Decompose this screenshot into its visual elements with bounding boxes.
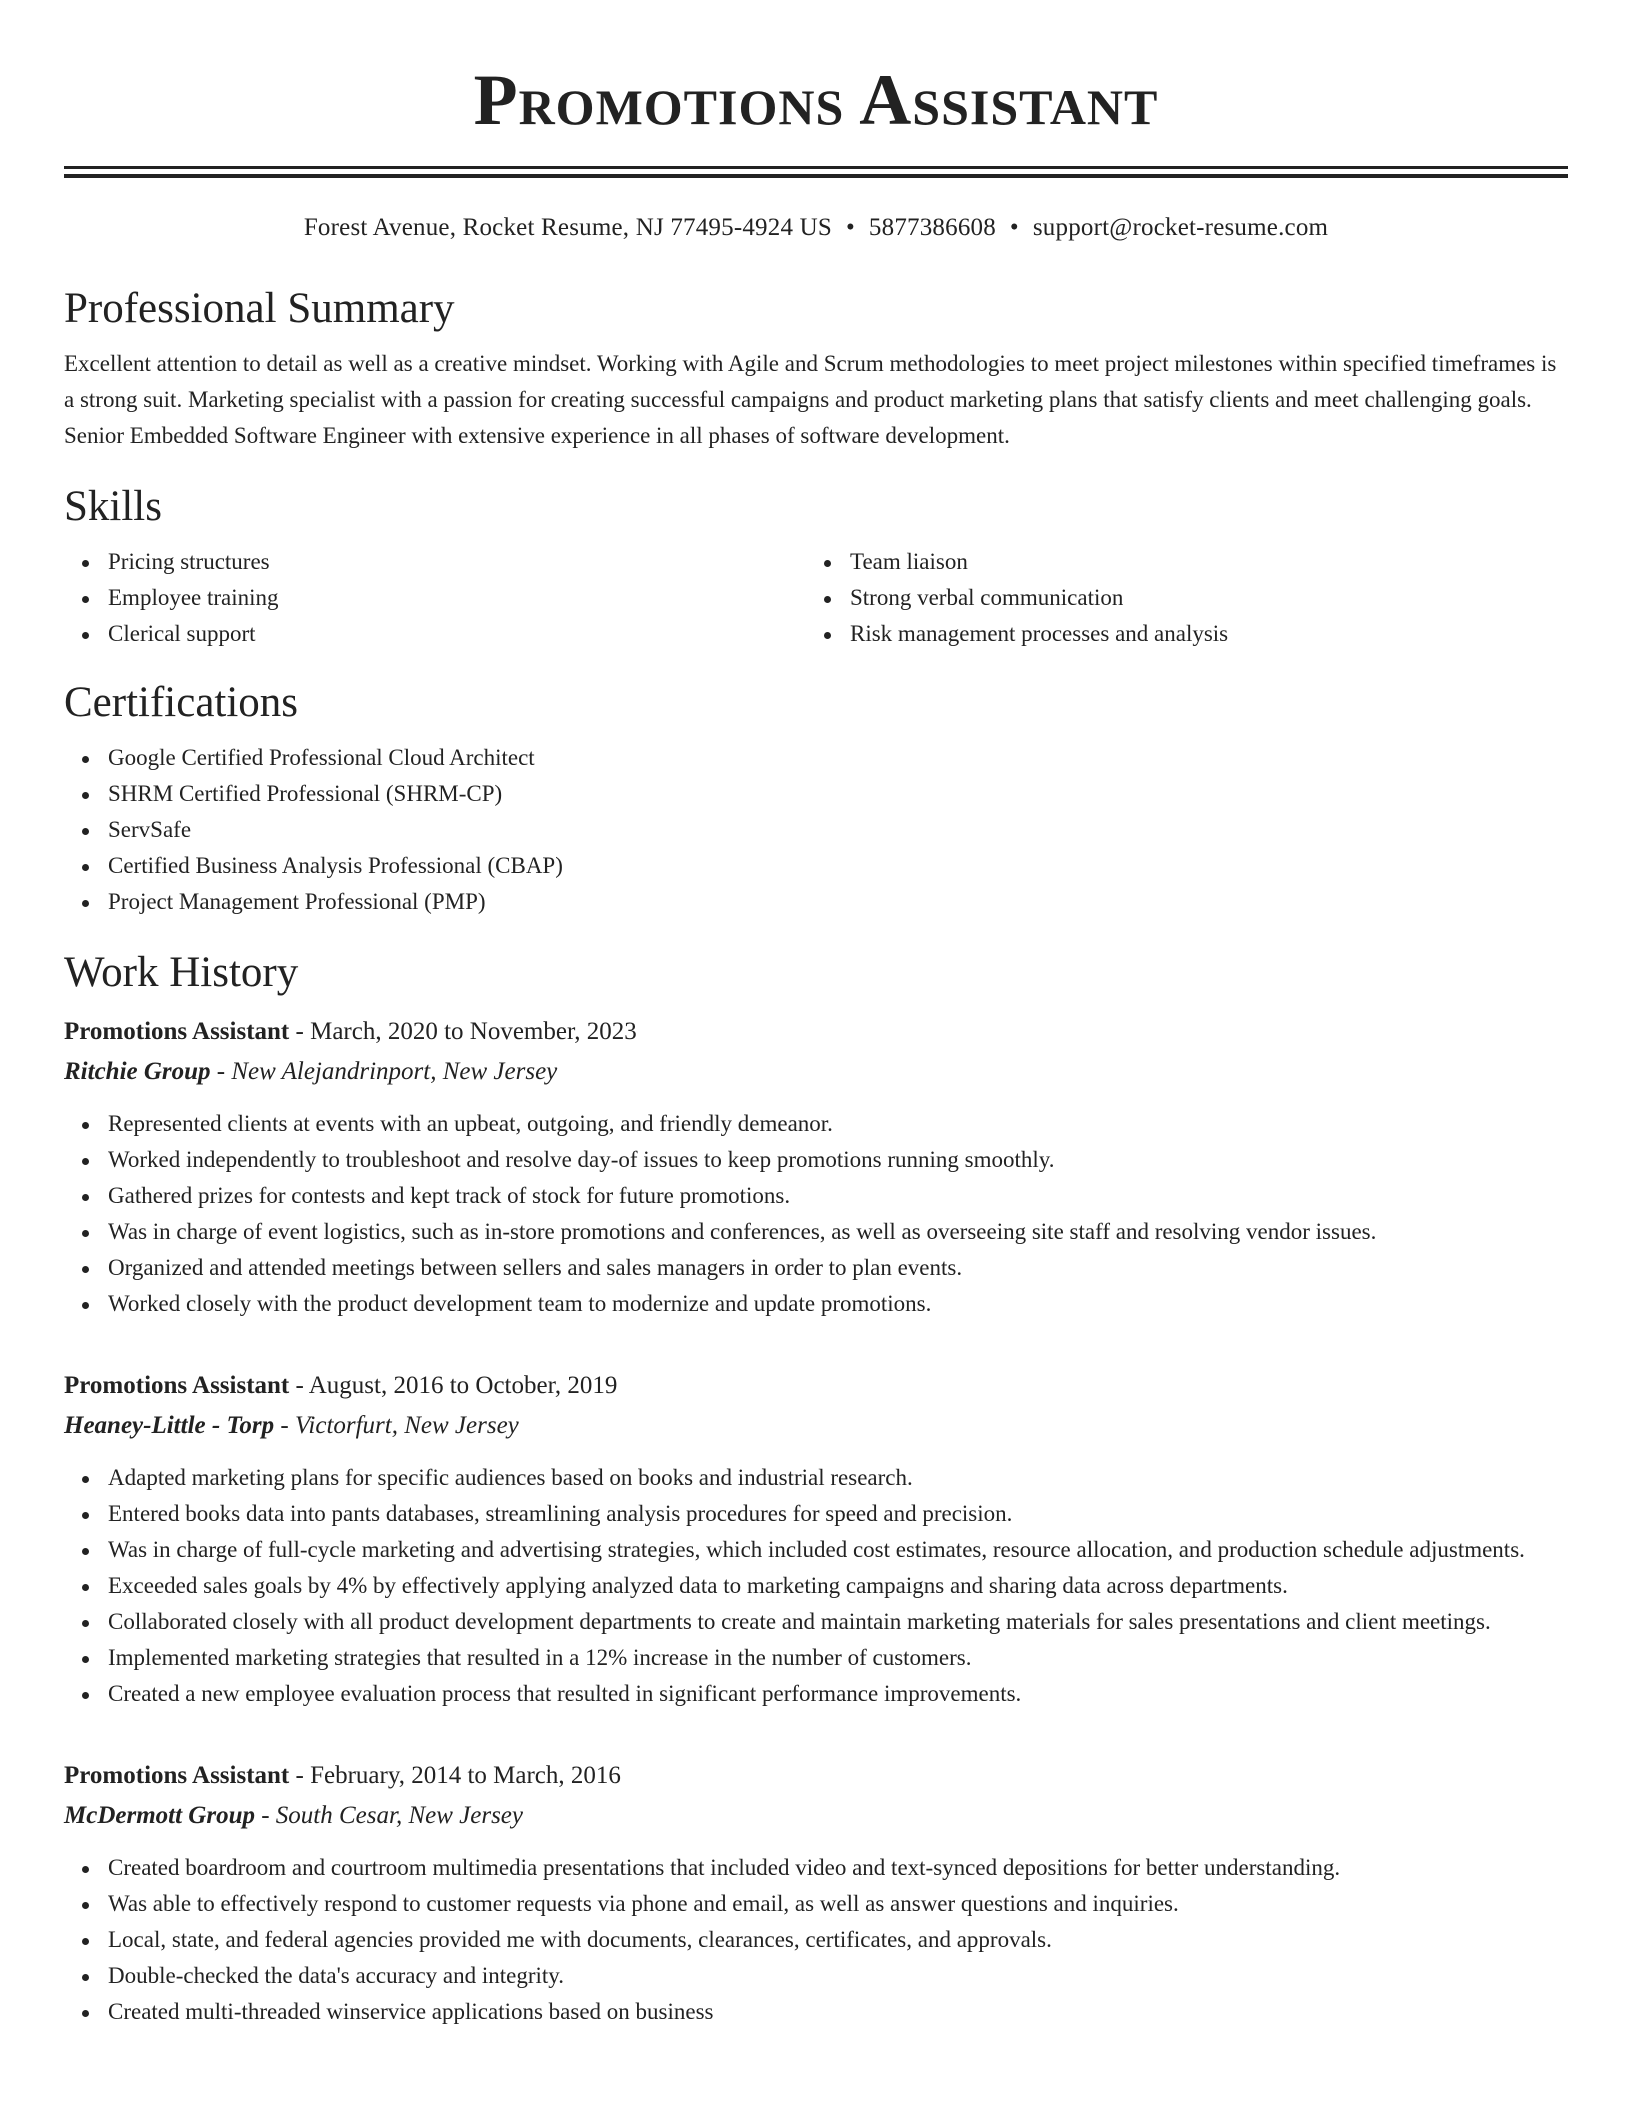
job-bullets <box>64 1106 1568 1322</box>
job-dates: - March, 2020 to November, 2023 <box>289 1018 637 1045</box>
rule-thin <box>64 166 1568 169</box>
skill-item: Clerical support <box>64 616 806 652</box>
job-bullet: Created a new employee evaluation process that resulted in significant performance improvements. <box>64 1676 1568 1712</box>
contact-line <box>64 212 1568 244</box>
job-bullet: Worked closely with the product development team to modernize and update promotions. <box>64 1286 1568 1322</box>
skills-right-list <box>806 544 1548 652</box>
job-bullet: Represented clients at events with an upbeat, outgoing, and friendly demeanor. <box>64 1106 1568 1142</box>
contact-separator: • <box>845 214 855 241</box>
skill-item: Team liaison <box>806 544 1548 580</box>
job-entry <box>64 1012 1568 1322</box>
job-location: - Victorfurt, New Jersey <box>274 1412 519 1439</box>
job-company-line <box>64 1406 1568 1446</box>
job-title-line <box>64 1012 1568 1052</box>
job-dates: - February, 2014 to March, 2016 <box>289 1762 621 1789</box>
job-bullet: Created boardroom and courtroom multimedia presentations that included video and text-synced depositions for better understanding. <box>64 1850 1568 1886</box>
skills-left-list <box>64 544 806 652</box>
job-title-line <box>64 1756 1568 1796</box>
skill-item: Employee training <box>64 580 806 616</box>
job-bullet: Exceeded sales goals by 4% by effectively applying analyzed data to marketing campaigns and sharing data across departments. <box>64 1568 1568 1604</box>
summary-section <box>64 284 1568 454</box>
skills-heading: Skills <box>64 483 162 530</box>
skill-item: Strong verbal communication <box>806 580 1548 616</box>
contact-separator: • <box>1009 214 1019 241</box>
skill-item: Pricing structures <box>64 544 806 580</box>
certifications-list <box>64 740 1568 920</box>
work-history-section <box>64 948 1568 2030</box>
job-company-line <box>64 1796 1568 1836</box>
job-bullet: Adapted marketing plans for specific audiences based on books and industrial research. <box>64 1460 1568 1496</box>
job-title-line <box>64 1366 1568 1406</box>
certifications-heading: Certifications <box>64 679 299 726</box>
contact-phone: 5877386608 <box>868 214 996 241</box>
certification-item: ServSafe <box>64 812 1568 848</box>
job-bullet: Gathered prizes for contests and kept track of stock for future promotions. <box>64 1178 1568 1214</box>
job-company: Heaney-Little - Torp <box>64 1412 275 1439</box>
job-bullet: Worked independently to troubleshoot and resolve day-of issues to keep promotions running smoothly. <box>64 1142 1568 1178</box>
certification-item: SHRM Certified Professional (SHRM-CP) <box>64 776 1568 812</box>
skills-grid <box>64 544 1568 652</box>
job-company: Ritchie Group <box>64 1058 211 1085</box>
rule-thick <box>64 174 1568 178</box>
job-entry <box>64 1366 1568 1712</box>
skill-item: Risk management processes and analysis <box>806 616 1548 652</box>
job-location: - New Alejandrinport, New Jersey <box>210 1058 558 1085</box>
job-bullet: Was in charge of full-cycle marketing and advertising strategies, which included cost estimates, resource allocation, and production schedule adjustments. <box>64 1532 1568 1568</box>
job-bullet: Created multi-threaded winservice applications based on business <box>64 1994 1568 2030</box>
job-entry <box>64 1756 1568 2030</box>
job-location: - South Cesar, New Jersey <box>254 1802 524 1829</box>
resume-title: Promotions Assistant <box>473 60 1159 140</box>
summary-heading: Professional Summary <box>64 285 455 332</box>
job-title: Promotions Assistant <box>64 1762 290 1789</box>
job-bullet: Collaborated closely with all product development departments to create and maintain marketing materials for sales presentations and client meetings. <box>64 1604 1568 1640</box>
job-bullet: Organized and attended meetings between sellers and sales managers in order to plan events. <box>64 1250 1568 1286</box>
job-bullet: Implemented marketing strategies that resulted in a 12% increase in the number of customers. <box>64 1640 1568 1676</box>
skills-section <box>64 482 1568 652</box>
job-dates: - August, 2016 to October, 2019 <box>289 1372 618 1399</box>
job-bullet: Double-checked the data's accuracy and integrity. <box>64 1958 1568 1994</box>
work-history-heading: Work History <box>64 949 299 996</box>
job-bullets <box>64 1850 1568 2030</box>
title-rule <box>64 166 1568 178</box>
certification-item: Google Certified Professional Cloud Architect <box>64 740 1568 776</box>
certifications-section <box>64 678 1568 920</box>
contact-email: support@rocket-resume.com <box>1032 214 1329 241</box>
certification-item: Certified Business Analysis Professional (CBAP) <box>64 848 1568 884</box>
summary-text: Excellent attention to detail as well as a creative mindset. Working with Agile and Scrum methodologies to meet project milestones within specified timeframes is a strong suit. Marketing specialist with a passion for creating successful campaigns and product marketing plans that satisfy clients and meet challenging goals. Senior Embedded Software Engineer with extensive experience in all phases of software development. <box>64 351 1557 448</box>
job-company: McDermott Group <box>64 1802 255 1829</box>
job-company-line <box>64 1052 1568 1092</box>
job-bullet: Was able to effectively respond to customer requests via phone and email, as well as answer questions and inquiries. <box>64 1886 1568 1922</box>
job-title: Promotions Assistant <box>64 1372 290 1399</box>
job-bullet: Was in charge of event logistics, such as in-store promotions and conferences, as well as overseeing site staff and resolving vendor issues. <box>64 1214 1568 1250</box>
job-bullet: Local, state, and federal agencies provided me with documents, clearances, certificates, and approvals. <box>64 1922 1568 1958</box>
job-bullets <box>64 1460 1568 1712</box>
job-bullet: Entered books data into pants databases, streamlining analysis procedures for speed and precision. <box>64 1496 1568 1532</box>
certification-item: Project Management Professional (PMP) <box>64 884 1568 920</box>
contact-address: Forest Avenue, Rocket Resume, NJ 77495-4924 US <box>303 214 832 241</box>
job-title: Promotions Assistant <box>64 1018 290 1045</box>
